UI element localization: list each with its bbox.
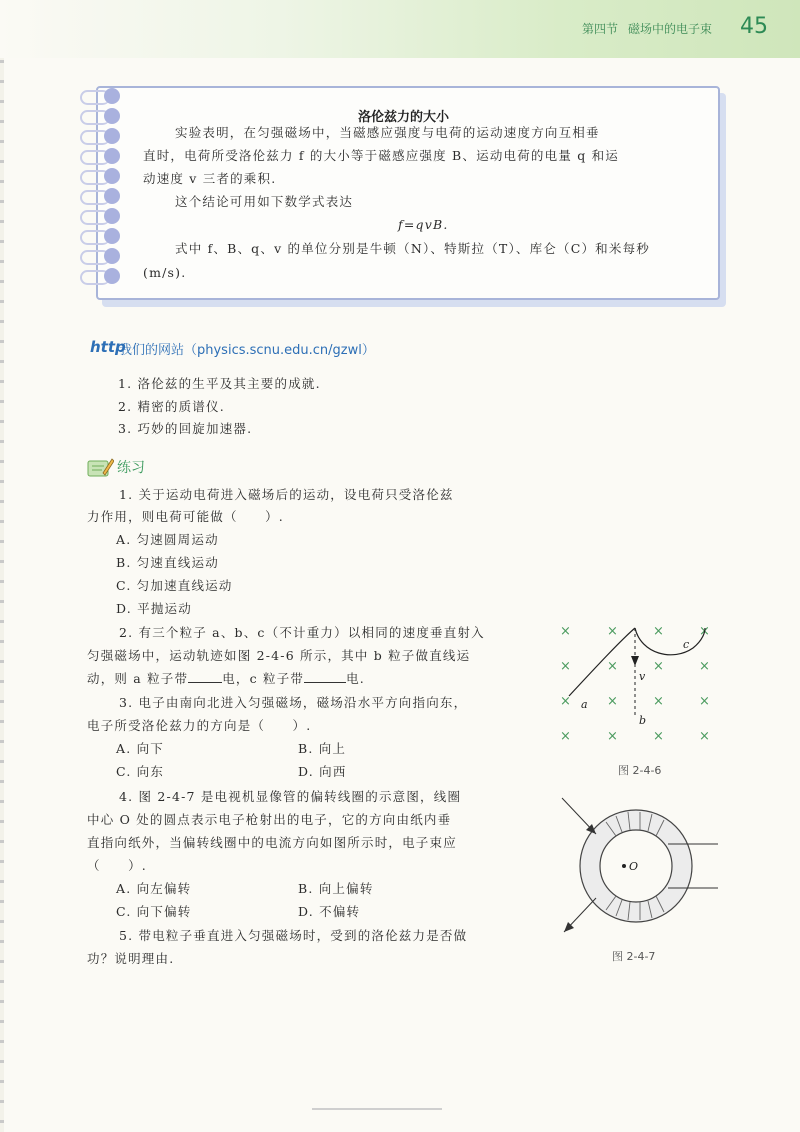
pencil-note-icon [86,456,114,478]
question-4-option-b: B. 向上偏转 [298,881,374,896]
question-3-option-c: C. 向东 [116,764,165,779]
velocity-arrow-icon [631,656,639,666]
field-x-mark: × [699,659,710,674]
trajectory-a [569,628,635,696]
question-3-option-d: D. 向西 [298,764,347,779]
figure-2-4-6-caption: 图 2-4-6 [618,764,662,777]
question-2-text: 电. [346,671,365,686]
figure-2-4-7-diagram [560,796,720,936]
question-1-line: 力作用，则电荷可能做（ ）. [87,509,284,524]
field-x-mark: × [653,729,664,744]
question-2-line: 2. 有三个粒子 a、b、c（不计重力）以相同的速度垂直射入 [119,625,485,640]
question-3-line: 3. 电子由南向北进入匀强磁场，磁场沿水平方向指向东， [119,695,468,710]
spiral-ring [104,88,120,104]
note-paragraph-line: 式中 f、B、q、v 的单位分别是牛顿（N）、特斯拉（T）、库仑（C）和米每秒 [175,241,650,256]
field-x-mark: × [699,624,710,639]
note-paragraph-line: 动速度 v 三者的乘积. [143,171,277,186]
question-4-line: 中心 O 处的圆点表示电子枪射出的电子，它的方向由纸内垂 [87,812,452,827]
note-paragraph-line: 实验表明，在匀强磁场中，当磁感应强度与电荷的运动速度方向互相垂 [175,125,600,140]
note-paragraph-line: 这个结论可用如下数学式表达 [175,194,354,209]
question-1-line: 1. 关于运动电荷进入磁场后的运动，设电荷只受洛伦兹 [119,487,454,502]
label-a: a [581,698,588,711]
spiral-ring [104,208,120,224]
electron-dot-icon [622,864,626,868]
field-x-mark: × [560,624,571,639]
label-v: v [639,670,646,683]
field-x-mark: × [699,694,710,709]
question-4-option-d: D. 不偏转 [298,904,361,919]
question-1-option-b: B. 匀速直线运动 [116,555,219,570]
question-2-text: 动，则 a 粒子带 [87,671,189,686]
field-x-mark: × [607,624,618,639]
question-2-text: 电，c 粒子带 [222,671,305,686]
website-item[interactable]: 2. 精密的质谱仪. [118,399,225,414]
figure-2-4-7-caption: 图 2-4-7 [612,950,656,963]
field-x-mark: × [699,729,710,744]
note-paragraph-line: (m/s). [143,265,187,280]
field-x-mark: × [607,694,618,709]
page-number: 45 [740,14,768,39]
field-x-mark: × [607,729,618,744]
binding-edge [0,0,4,1132]
http-icon: http [90,338,126,356]
header-section: 第四节 [582,22,619,36]
spiral-ring [104,228,120,244]
website-item[interactable]: 1. 洛伦兹的生平及其主要的成就. [118,376,321,391]
spiral-ring [104,168,120,184]
field-x-mark: × [653,659,664,674]
answer-blank-c[interactable] [304,670,346,683]
question-3-option-b: B. 向上 [298,741,347,756]
question-4-line: 4. 图 2-4-7 是电视机显像管的偏转线圈的示意图，线圈 [119,789,462,804]
lorentz-formula: f=qvB. [398,217,449,232]
field-x-mark: × [560,729,571,744]
question-1-option-d: D. 平抛运动 [116,601,192,616]
note-paragraph-line: 直时，电荷所受洛伦兹力 f 的大小等于磁感应强度 B、运动电荷的电量 q 和运 [143,148,619,163]
field-x-mark: × [653,624,664,639]
spiral-ring [104,148,120,164]
header-chapter: 磁场中的电子束 [628,22,713,36]
spiral-ring [104,248,120,264]
website-link[interactable]: 我们的网站（physics.scnu.edu.cn/gzwl） [119,343,375,358]
field-x-mark: × [653,694,664,709]
label-b: b [639,714,647,727]
field-x-mark: × [607,659,618,674]
center-label-o: O [629,860,639,873]
label-c: c [683,638,690,651]
exercise-heading: 练习 [117,460,145,476]
question-4-option-a: A. 向左偏转 [116,881,192,896]
answer-blank-a[interactable] [188,670,222,683]
field-x-mark: × [560,694,571,709]
question-3-line: 电子所受洛伦兹力的方向是（ ）. [87,718,312,733]
spiral-ring [104,128,120,144]
question-2-line: 匀强磁场中，运动轨迹如图 2-4-6 所示，其中 b 粒子做直线运 [87,648,471,663]
trajectory-c [635,628,705,655]
spiral-ring [104,268,120,284]
question-2-line [87,668,365,690]
field-x-mark: × [560,659,571,674]
question-1-option-a: A. 匀速圆周运动 [116,532,219,547]
bottom-edge-mark [312,1108,442,1110]
question-5-line: 功？说明理由. [87,951,175,966]
website-item[interactable]: 3. 巧妙的回旋加速器. [118,421,253,436]
question-4-line: 直指向纸外，当偏转线圈中的电流方向如图所示时，电子束应 [87,835,457,850]
note-title: 洛伦兹力的大小 [358,110,450,125]
question-4-option-c: C. 向下偏转 [116,904,192,919]
spiral-ring [104,188,120,204]
question-1-option-c: C. 匀加速直线运动 [116,578,233,593]
question-5-line: 5. 带电粒子垂直进入匀强磁场时，受到的洛伦兹力是否做 [119,928,468,943]
figure-2-4-6-diagram [555,618,720,746]
question-4-line: （ ）. [87,858,147,873]
question-3-option-a: A. 向下 [116,741,164,756]
spiral-ring [104,108,120,124]
